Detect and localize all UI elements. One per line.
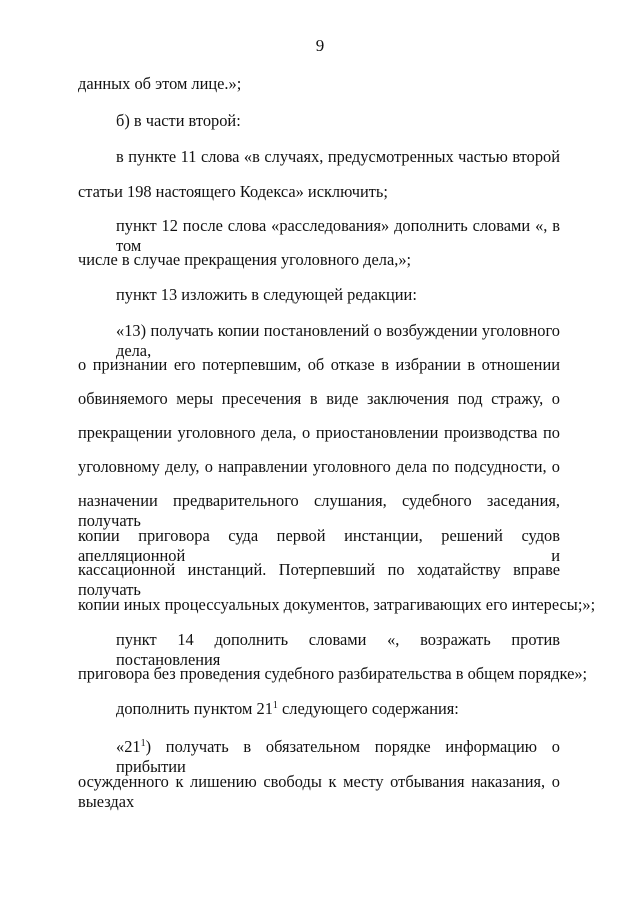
text-line — [116, 699, 560, 719]
text-line: копии приговора суда первой инстанции, решений судов апелляционной и — [78, 526, 560, 565]
text-line: в пункте 11 слова «в случаях, предусмотренных частью второй — [116, 147, 560, 166]
text-fragment: дополнить пунктом 21 — [116, 699, 273, 718]
superscript: 1 — [272, 700, 278, 711]
superscript: 1 — [140, 738, 146, 749]
text-line: данных об этом лице.»; — [78, 74, 242, 93]
text-line: назначении предварительного слушания, судебного заседания, получать — [78, 491, 560, 530]
text-line: пункт 14 дополнить словами «, возражать против постановления — [116, 630, 560, 669]
text-line: обвиняемого меры пресечения в виде заключения под стражу, о — [78, 389, 560, 408]
text-fragment: следующего содержания: — [277, 699, 459, 718]
text-line — [116, 737, 560, 776]
text-line: статьи 198 настоящего Кодекса» исключить; — [78, 182, 388, 201]
page-number: 9 — [315, 36, 325, 55]
text-line: кассационной инстанций. Потерпевший по ходатайству вправе получать — [78, 560, 560, 599]
text-line: приговора без проведения судебного разбирательства в общем порядке»; — [78, 664, 588, 683]
text-line: пункт 12 после слова «расследования» дополнить словами «, в том — [116, 216, 560, 255]
text-line: числе в случае прекращения уголовного дела,»; — [78, 250, 412, 269]
text-line: пункт 13 изложить в следующей редакции: — [116, 285, 417, 304]
text-line: «13) получать копии постановлений о возбуждении уголовного дела, — [116, 321, 560, 360]
text-line: о признании его потерпевшим, об отказе в избрании в отношении — [78, 355, 560, 374]
text-fragment: «21 — [116, 737, 141, 756]
text-fragment: ) получать в обязательном порядке информацию о прибытии — [116, 737, 560, 776]
text-line: уголовному делу, о направлении уголовного дела по подсудности, о — [78, 457, 560, 476]
text-line: копии иных процессуальных документов, затрагивающих его интересы;»; — [78, 595, 596, 614]
text-line: осужденного к лишению свободы к месту отбывания наказания, о выездах — [78, 772, 560, 811]
text-line: прекращении уголовного дела, о приостановлении производства по — [78, 423, 560, 442]
text-line: б) в части второй: — [116, 111, 241, 130]
